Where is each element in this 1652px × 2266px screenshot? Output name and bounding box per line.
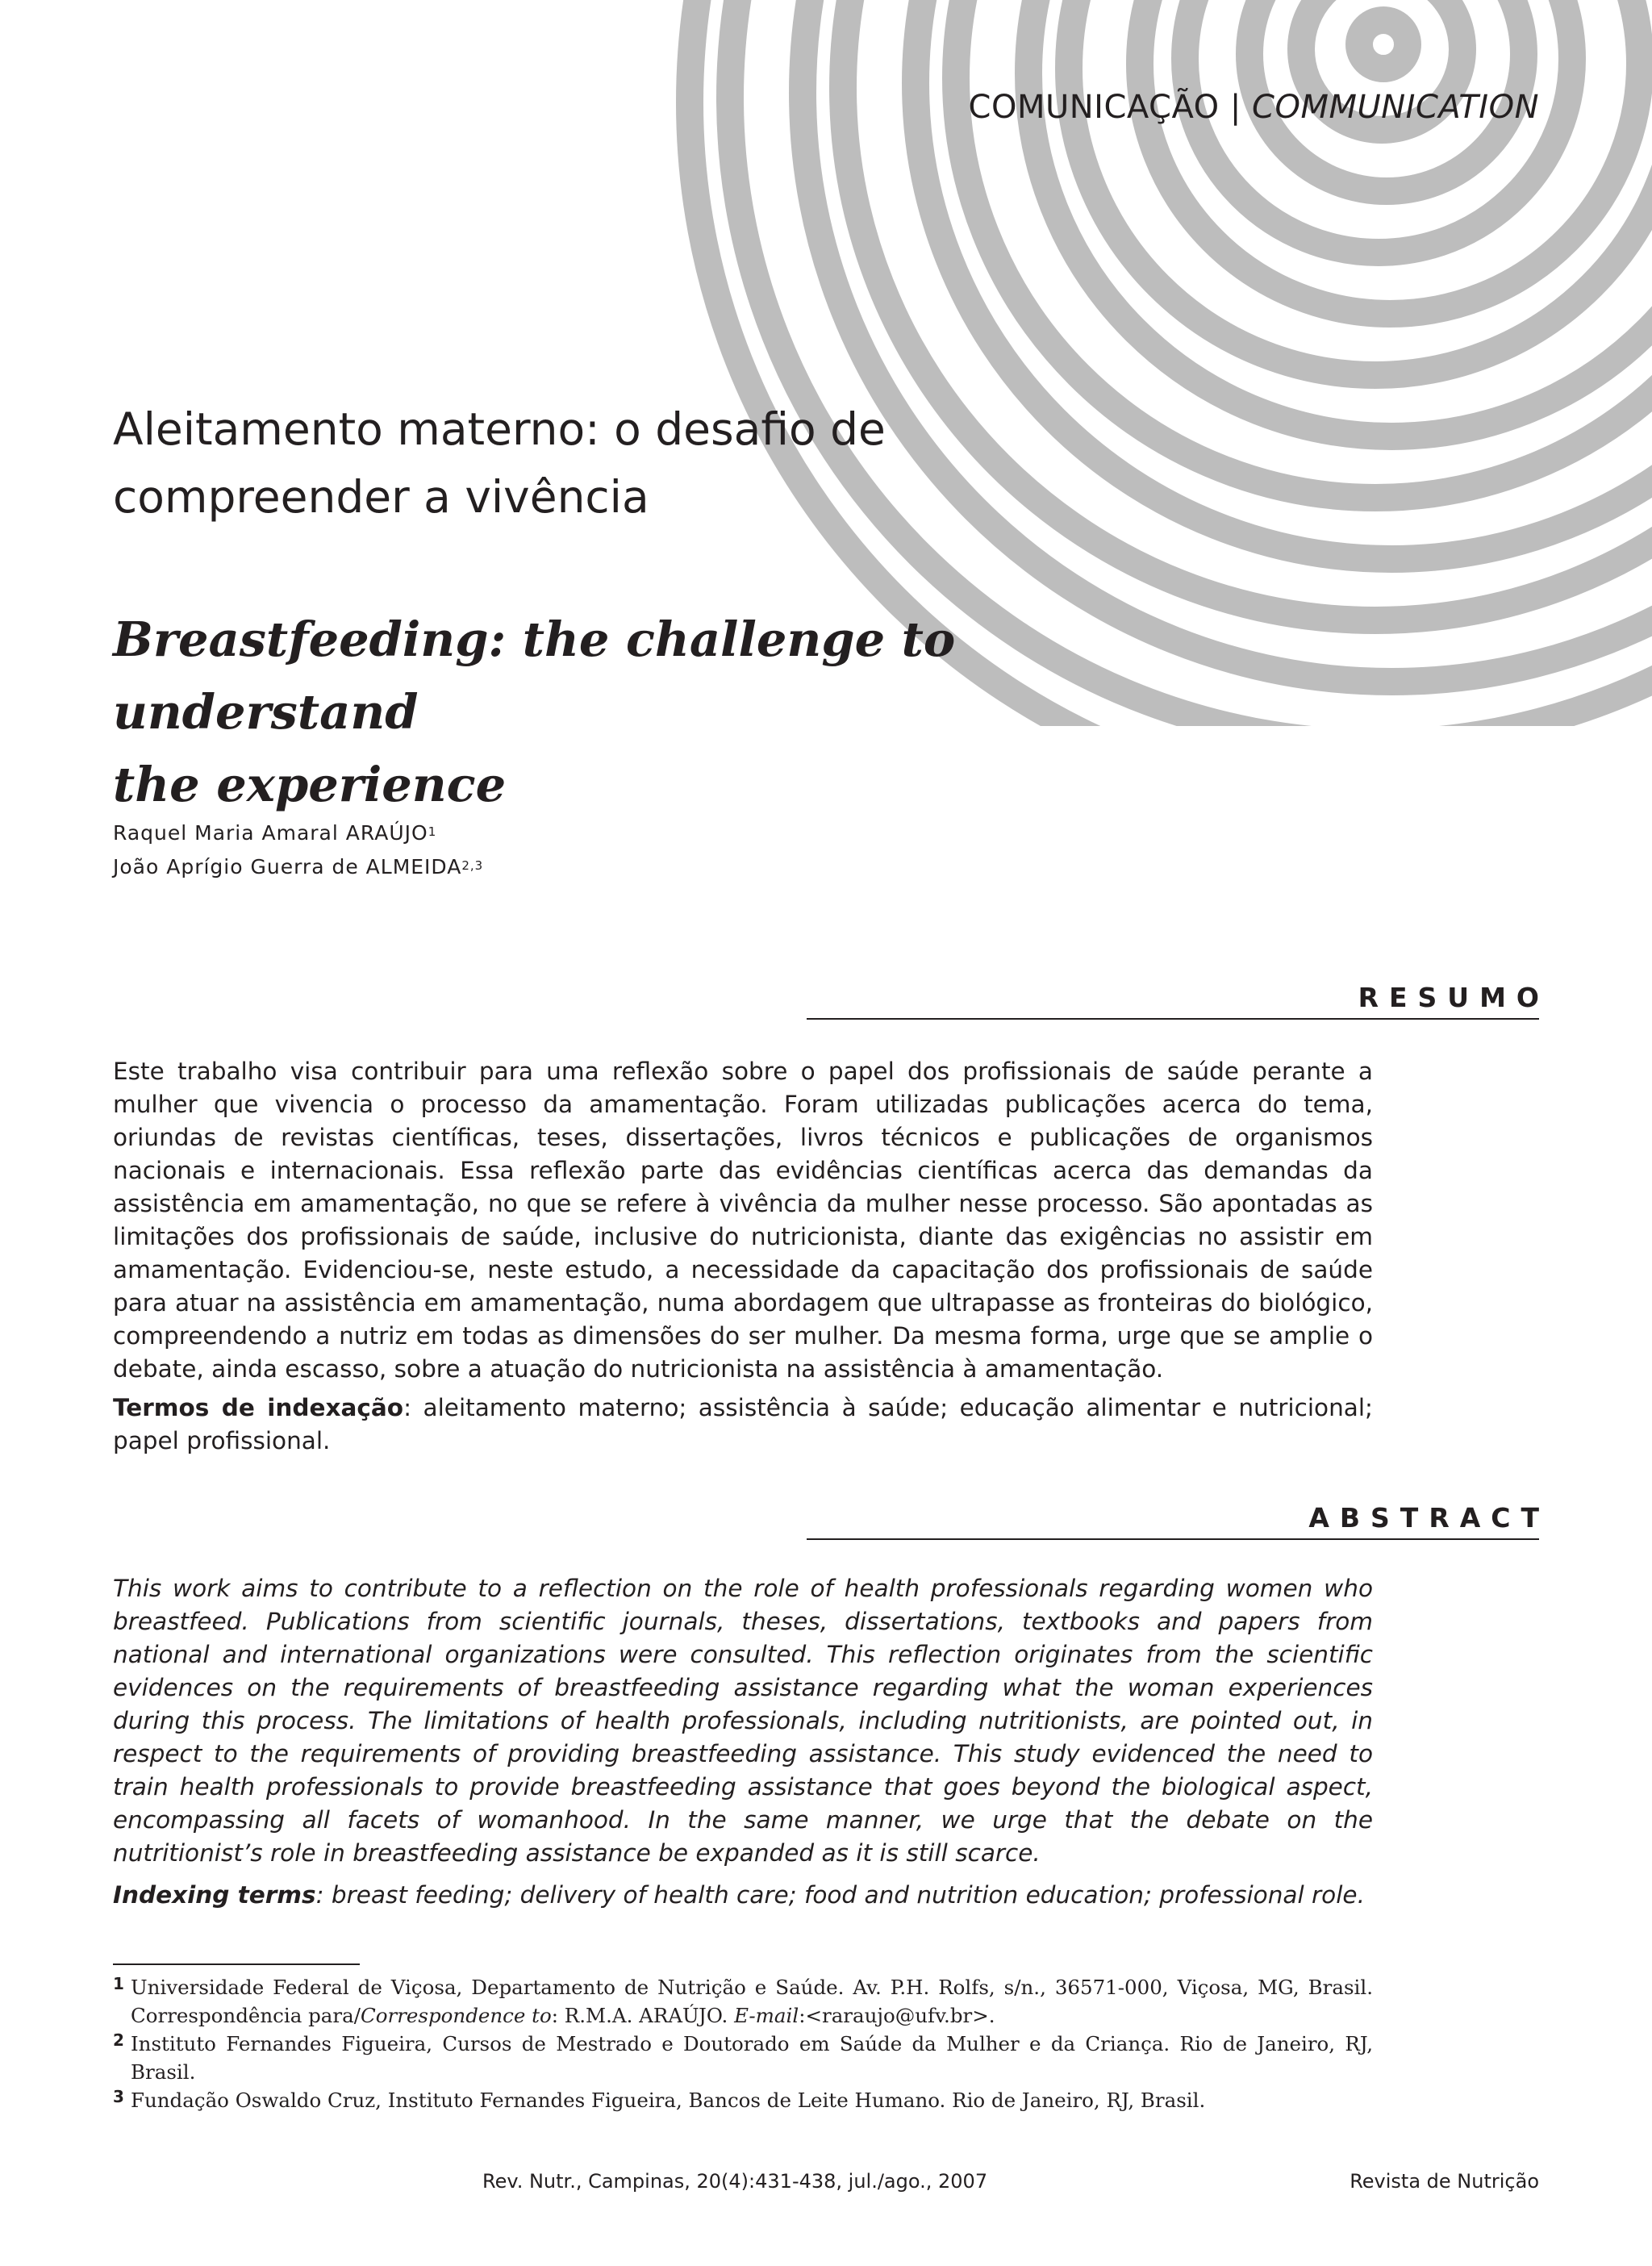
abstract-keywords-list: : breast feeding; delivery of health care; food and nutrition education; professional role. (315, 1881, 1365, 1909)
footnote-number: 2 (113, 2030, 124, 2050)
footnote-divider (113, 1963, 360, 1965)
title-en-line1: Breastfeeding: the challenge to understand (113, 611, 956, 740)
resumo-keywords-label: Termos de indexação (113, 1394, 404, 1421)
footnotes (113, 1973, 1373, 2114)
resumo-keywords (113, 1392, 1373, 1458)
title-pt-line1: Aleitamento materno: o desafio de (113, 403, 886, 455)
author (113, 816, 483, 850)
section-label (936, 89, 1539, 126)
article-title-portuguese (113, 395, 920, 531)
resumo-text: Este trabalho visa contribuir para uma reflexão sobre o papel dos profissionais de saúde perante a mulher que vivencia o processo da amamentação. Foram utilizadas publicações acerca do tema, oriundas de revistas científicas, teses, dissertações, livros técnicos e publicações de organismos nacionais e internacionais. Essa reflexão parte das evidências científicas acerca das demandas da assistência em amamentação, no que se refere à vivência da mulher nesse processo. São apontadas as limitações dos profissionais de saúde, inclusive do nutricionista, diante das exigências no assistir em amamentação. Evidenciou-se, neste estudo, a necessidade da capacitação dos profissionais de saúde para atuar na assistência em amamentação, numa abordagem que ultrapasse as fronteiras do biológico, compreendendo a nutriz em todas as dimensões do ser mulher. Da mesma forma, urge que se amplie o debate, ainda escasso, sobre a atuação do nutricionista na assistência à amamentação. (113, 1058, 1373, 1383)
author (113, 850, 483, 884)
footnote-1: 1 Universidade Federal de Viçosa, Departamento de Nutrição e Saúde. Av. P.H. Rolfs, s/n., 36571-000, Viçosa, MG, Brasil. Correspondência para/Correspondence to: R.M.A. ARAÚJO. E-mail:<raraujo@ufv.br>. (113, 1973, 1373, 2030)
title-en-line2: the experience (113, 757, 507, 812)
section-label-en: COMMUNICATION (1252, 89, 1539, 126)
abstract-keywords (113, 1879, 1373, 1912)
footnote-number: 1 (113, 1974, 124, 1993)
resumo-heading: RESUMO (807, 982, 1539, 1020)
journal-name: Revista de Nutrição (1350, 2170, 1539, 2193)
title-pt-line2: compreender a vivência (113, 471, 649, 523)
author-name: Raquel Maria Amaral ARAÚJO (113, 821, 428, 845)
resumo-keywords-list: : aleitamento materno; assistência à saúde; educação alimentar e nutricional; papel profissional. (113, 1394, 1373, 1454)
author-name: João Aprígio Guerra de ALMEIDA (113, 855, 462, 878)
footnote-3: 3 Fundação Oswaldo Cruz, Instituto Fernandes Figueira, Bancos de Leite Humano. Rio de Janeiro, RJ, Brasil. (113, 2086, 1373, 2114)
author-affiliation-mark: 2,3 (461, 858, 484, 873)
author-affiliation-mark: 1 (428, 824, 437, 839)
section-label-pt: COMUNICAÇÃO | (968, 89, 1253, 126)
abstract-keywords-label: Indexing terms (113, 1881, 316, 1909)
abstract-heading: ABSTRACT (807, 1502, 1539, 1540)
footnote-number: 3 (113, 2087, 124, 2106)
decorative-ring (1359, 20, 1408, 69)
article-title-english (113, 603, 1000, 821)
footnote-2: 2 Instituto Fernandes Figueira, Cursos de Mestrado e Doutorado em Saúde da Mulher e da Criança. Rio de Janeiro, RJ, Brasil. (113, 2030, 1373, 2086)
abstract-text: This work aims to contribute to a reflection on the role of health professionals regarding women who breastfeed. Publications from scientific journals, theses, dissertations, textbooks and papers from national and international organizations were consulted. This reflection originates from the scientific evidences on the requirements of breastfeeding assistance regarding what the woman experiences during this process. The limitations of health professionals, including nutritionists, are pointed out, in respect to the requirements of providing breastfeeding assistance. This study evidenced the need to train health professionals to provide breastfeeding assistance that goes beyond the biological aspect, encompassing all facets of womanhood. In the same manner, we urge that the debate on the nutritionist’s role in breastfeeding assistance be expanded as it is still scarce. (113, 1575, 1373, 1867)
author-list (113, 816, 483, 884)
journal-citation: Rev. Nutr., Campinas, 20(4):431-438, jul./ago., 2007 (482, 2170, 988, 2193)
